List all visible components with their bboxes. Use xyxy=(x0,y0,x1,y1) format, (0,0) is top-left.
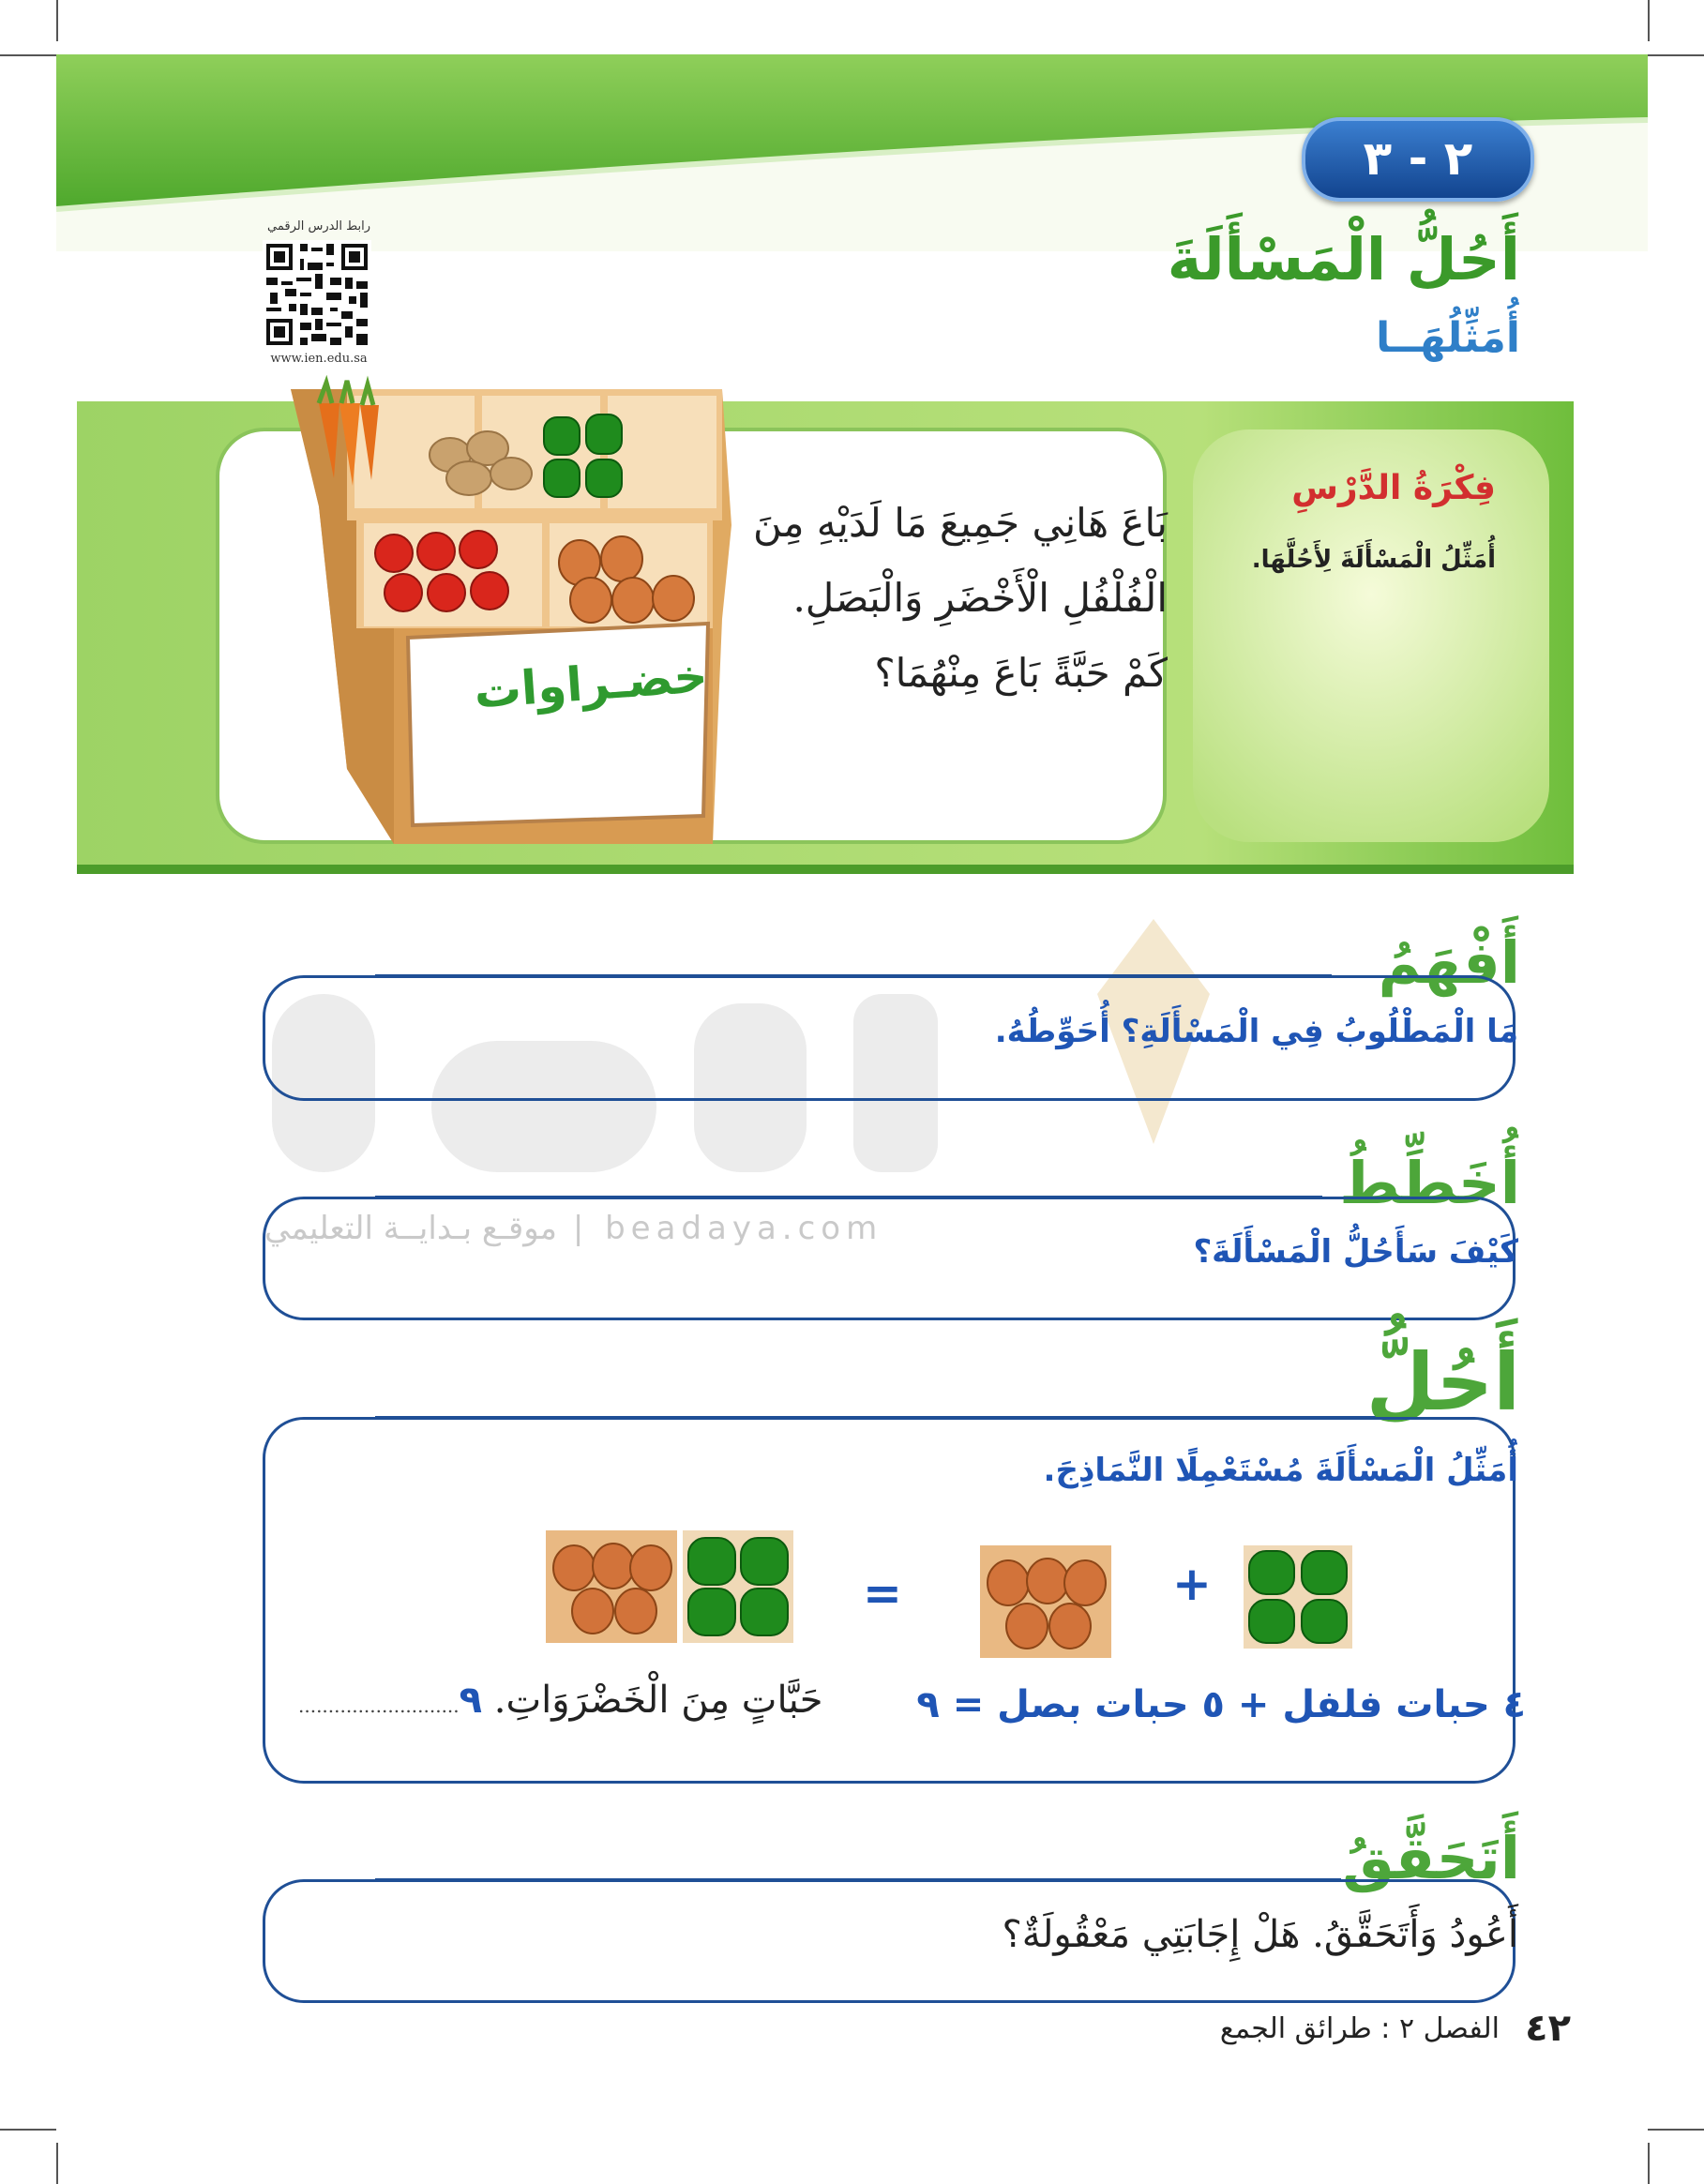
answer-line xyxy=(298,1679,822,1722)
check-heading: أَتَحَقَّقُ xyxy=(1342,1824,1520,1892)
crop-mark xyxy=(1648,54,1704,56)
solve-instruction: أُمَثِّلُ الْمَسْأَلَةَ مُسْتَعْمِلًا النَّمَاذِجَ. xyxy=(1043,1452,1518,1489)
equals-sign: = xyxy=(863,1566,902,1620)
check-question: أَعُودُ وَأَتَحَقَّقُ. هَلْ إِجَابَتِي مَعْقُولَةٌ؟ xyxy=(1002,1913,1518,1956)
onion-model-icon xyxy=(546,1530,677,1643)
answer-suffix: حَبَّاتٍ مِنَ الْخَضْرَوَاتِ. xyxy=(493,1679,823,1722)
solve-heading: أَحُلُّ xyxy=(1365,1336,1520,1428)
pepper-model-icon xyxy=(683,1530,793,1643)
word-problem xyxy=(642,486,1168,711)
qr-label: رابط الدرس الرقمي xyxy=(267,219,370,233)
understand-heading: أَفْهَمُ xyxy=(1378,928,1520,997)
lesson-title: أَحُلُّ الْمَسْأَلَةَ xyxy=(1167,225,1520,294)
word-problem-line: كَمْ حَبَّةً بَاعَ مِنْهُمَا؟ xyxy=(874,650,1168,696)
word-problem-line: بَاعَ هَانِي جَمِيعَ مَا لَدَيْهِ مِنَ xyxy=(752,500,1168,546)
word-problem-line: الْفُلْفُلِ الْأَخْضَرِ وَالْبَصَلِ. xyxy=(792,575,1168,621)
crop-mark xyxy=(0,54,56,56)
page-number: ٤٢ xyxy=(1525,2007,1571,2050)
crop-mark xyxy=(56,2143,58,2184)
lesson-subtitle: أُمَثِّلُهَــا xyxy=(1376,314,1520,362)
chapter-label: الفصل ٢ : طرائق الجمع xyxy=(1219,2012,1500,2045)
plan-question: كَيْفَ سَأَحُلُّ الْمَسْأَلَةَ؟ xyxy=(1193,1233,1518,1271)
watermark-text: beadaya.com | موقـع بـدايــة التعليمي xyxy=(264,1210,883,1247)
qr-code-icon[interactable] xyxy=(263,240,371,349)
equation-text: ٤ حبات فلفل + ٥ حبات بصل = ٩ xyxy=(916,1683,1526,1726)
crop-mark xyxy=(1648,2129,1704,2131)
answer-blank: ........................... xyxy=(298,1694,460,1717)
lesson-idea-text: أُمَثِّلُ الْمَسْأَلَةَ لِأَحُلَّهَا. xyxy=(1251,546,1496,574)
stand-sign-text: خضـراوات xyxy=(472,648,710,719)
crop-mark xyxy=(1648,2143,1650,2184)
pepper-model-icon xyxy=(1244,1545,1352,1649)
lesson-number-badge: ٢ - ٣ xyxy=(1302,117,1534,202)
answer-value: ٩ xyxy=(459,1679,483,1722)
crop-mark xyxy=(56,0,58,41)
onion-model-icon xyxy=(980,1545,1111,1658)
plan-heading: أُخَطِّطُ xyxy=(1339,1149,1520,1217)
lesson-idea-title: فِكْرَةُ الدَّرْسِ xyxy=(1291,469,1496,507)
crop-mark xyxy=(1648,0,1650,41)
understand-question: مَا الْمَطْلُوبُ فِي الْمَسْأَلَةِ؟ أُحَوِّطُهُ. xyxy=(994,1013,1518,1050)
plus-sign: + xyxy=(1172,1557,1212,1611)
qr-url: www.ien.edu.sa xyxy=(270,352,368,366)
crop-mark xyxy=(0,2129,56,2131)
